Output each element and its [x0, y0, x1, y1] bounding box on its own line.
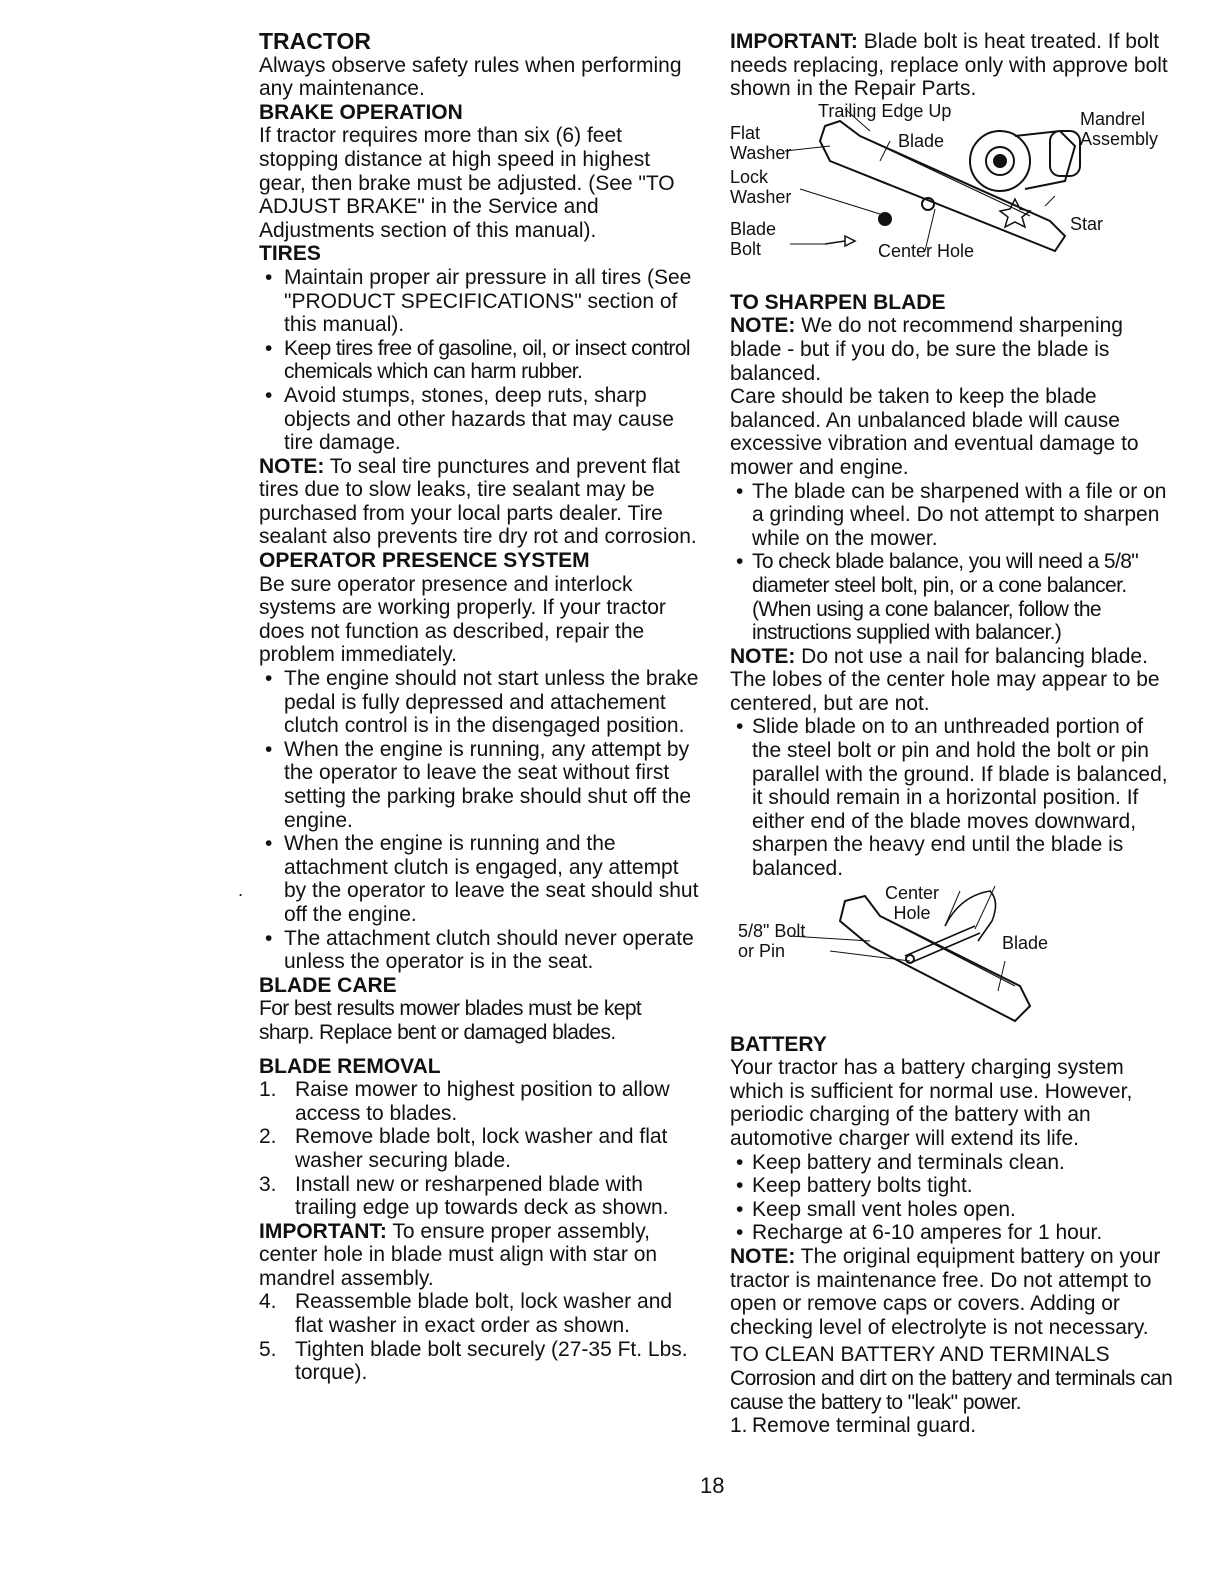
- right-column: [730, 30, 1175, 1438]
- step-number: 2.: [259, 1125, 277, 1149]
- step-text: Install new or resharpened blade with trailing edge up towards deck as shown.: [295, 1172, 669, 1220]
- list-item: • Keep small vent holes open.: [730, 1198, 1175, 1222]
- clean-heading: TO CLEAN BATTERY AND TERMINALS: [730, 1343, 1110, 1367]
- step-number: 3.: [259, 1172, 277, 1196]
- important-label: IMPORTANT:: [730, 30, 858, 53]
- list-item: • Recharge at 6-10 amperes for 1 hour.: [730, 1221, 1175, 1245]
- label-mandrel-assembly: Mandrel Assembly: [1080, 108, 1159, 149]
- clean-steps: [730, 1414, 1175, 1438]
- removal-steps: [259, 1078, 699, 1220]
- tractor-text: Always observe safety rules when performing any maintenance.: [259, 53, 682, 101]
- blade-assembly-figure: [730, 101, 1175, 291]
- tires-note: [259, 455, 699, 549]
- list-item: • The blade can be sharpened with a file or on a grinding wheel. Do not attempt to sharpen while on the mower.: [730, 480, 1175, 551]
- note-text: We do not recommend sharpening blade - but if you do, be sure the blade is balanced.: [730, 314, 1123, 385]
- label-lock-washer: Lock Washer: [730, 166, 792, 207]
- blade-removal-heading: BLADE REMOVAL: [259, 1054, 441, 1078]
- list-item: • Avoid stumps, stones, deep ruts, sharp objects and other hazards that may cause tire damage.: [259, 384, 699, 455]
- blade-care-heading: BLADE CARE: [259, 973, 397, 997]
- list-item: • Slide blade on to an unthreaded portion of the steel bolt or pin and hold the bolt or pin parallel with the ground. If blade is balanced, it should remain in a horizontal position. If either end of the blade moves downward, sharpen the heavy end until the blade is balanced.: [730, 715, 1175, 880]
- step-number: 4.: [259, 1290, 277, 1314]
- page-number: 18: [700, 1473, 725, 1498]
- step-text: Reassemble blade bolt, lock washer and flat washer in exact order as shown.: [295, 1290, 673, 1338]
- label-flat-washer: Flat Washer: [730, 122, 792, 163]
- step-number: 1.: [259, 1078, 277, 1102]
- brake-text: If tractor requires more than six (6) feet stopping distance at high speed in highest gear, then brake must be adjusted. (See "TO ADJUST BRAKE" in the Service and Adjustments section of this manual).: [259, 124, 675, 242]
- label-star: Star: [1070, 213, 1104, 234]
- list-item: • Keep battery bolts tight.: [730, 1174, 1175, 1198]
- step-text: Tighten blade bolt securely (27-35 Ft. Lbs. torque).: [295, 1337, 688, 1385]
- step-text: Remove terminal guard.: [752, 1414, 977, 1438]
- sharpen-text: Care should be taken to keep the blade balanced. An unbalanced blade will cause excessive vibration and eventual damage to mower and engine.: [730, 385, 1139, 479]
- note-label: NOTE:: [730, 644, 796, 668]
- tractor-heading: TRACTOR: [259, 28, 372, 54]
- important-note: [259, 1220, 699, 1291]
- removal-steps-continued: [259, 1290, 699, 1384]
- list-item: [259, 1078, 699, 1125]
- battery-note: [730, 1245, 1175, 1339]
- list-item: [259, 1290, 699, 1337]
- left-column: [259, 30, 699, 1385]
- list-item: [259, 1338, 699, 1385]
- list-item: • When the engine is running, any attempt by the operator to leave the seat without first setting the parking brake should shut off the engine.: [259, 738, 699, 832]
- important-text: Blade bolt is heat treated. If bolt needs replacing, replace only with approve bolt shown in the Repair Parts.: [730, 30, 1168, 101]
- list-item: [259, 1125, 699, 1172]
- list-item: • The attachment clutch should never operate unless the operator is in the seat.: [259, 927, 699, 974]
- balance-note: [730, 645, 1175, 716]
- bolt-important-note: [730, 30, 1175, 101]
- tires-list: [259, 266, 699, 455]
- ops-text: Be sure operator presence and interlock systems are working properly. If your tractor does not function as described, repair the problem immediately.: [259, 572, 666, 667]
- label-center-hole: Center Hole: [885, 882, 940, 923]
- important-text: To ensure proper assembly, center hole in blade must align with star on mandrel assembly.: [259, 1219, 658, 1290]
- label-center-hole: Center Hole: [878, 240, 975, 261]
- blade-care-text: For best results mower blades must be kept sharp. Replace bent or damaged blades.: [259, 997, 642, 1044]
- list-item: • Keep tires free of gasoline, oil, or insect control chemicals which can harm rubber.: [259, 337, 699, 384]
- battery-list: [730, 1151, 1175, 1245]
- label-blade: Blade: [898, 130, 945, 151]
- clean-text: Corrosion and dirt on the battery and terminals can cause the battery to "leak" power.: [730, 1366, 1173, 1414]
- list-item: • Maintain proper air pressure in all tires (See "PRODUCT SPECIFICATIONS" section of this manual).: [259, 266, 699, 337]
- note-label: NOTE:: [730, 1244, 796, 1268]
- note-text: The original equipment battery on your tractor is maintenance free. Do not attempt to open or remove caps or covers. Adding or checking level of electrolyte is not necessary.: [730, 1244, 1161, 1339]
- brake-heading: BRAKE OPERATION: [259, 100, 463, 124]
- note-label: NOTE:: [259, 454, 325, 478]
- list-item: [730, 1414, 1175, 1438]
- list-item: • Keep battery and terminals clean.: [730, 1151, 1175, 1175]
- list-item: • When the engine is running and the attachment clutch is engaged, any attempt by the operator to leave the seat should shut off the engine.: [259, 832, 699, 926]
- balance-list: [730, 715, 1175, 880]
- label-blade-bolt: Blade Bolt: [730, 218, 777, 259]
- label-trailing-edge-up: Trailing Edge Up: [818, 100, 952, 121]
- list-item: [259, 1173, 699, 1220]
- sharpen-list: [730, 480, 1175, 645]
- list-item: • To check blade balance, you will need a 5/8" diameter steel bolt, pin, or a cone balancer. (When using a cone balancer, follow the instructions supplied with balancer.): [730, 550, 1175, 644]
- sharpen-note: [730, 314, 1175, 385]
- important-label: IMPORTANT:: [259, 1219, 387, 1243]
- sharpen-heading: TO SHARPEN BLADE: [730, 290, 946, 314]
- step-text: Remove blade bolt, lock washer and flat washer securing blade.: [295, 1125, 668, 1172]
- stray-mark: .: [238, 880, 244, 900]
- ops-heading: OPERATOR PRESENCE SYSTEM: [259, 549, 590, 573]
- label-blade: Blade: [1002, 932, 1049, 953]
- note-label: NOTE:: [730, 314, 796, 338]
- tires-heading: TIRES: [259, 242, 321, 266]
- battery-text: Your tractor has a battery charging system which is sufficient for normal use. However, periodic charging of the battery with an automotive charger will extend its life.: [730, 1056, 1133, 1150]
- step-number: 1.: [730, 1414, 748, 1438]
- label-bolt-or-pin: 5/8" Bolt or Pin: [738, 920, 806, 961]
- battery-heading: BATTERY: [730, 1032, 827, 1056]
- step-number: 5.: [259, 1337, 277, 1361]
- balance-figure: [730, 881, 1175, 1029]
- note-text: To seal tire punctures and prevent flat tires due to slow leaks, tire sealant may be purchased from your local parts dealer. Tire sealant also prevents tire dry rot and corrosion.: [259, 454, 697, 549]
- list-item: • The engine should not start unless the brake pedal is fully depressed and attachement clutch control is in the disengaged position.: [259, 667, 699, 738]
- step-text: Raise mower to highest position to allow access to blades.: [295, 1078, 670, 1125]
- ops-list: [259, 667, 699, 974]
- note-text: Do not use a nail for balancing blade. The lobes of the center hole may appear to be centered, but are not.: [730, 644, 1160, 715]
